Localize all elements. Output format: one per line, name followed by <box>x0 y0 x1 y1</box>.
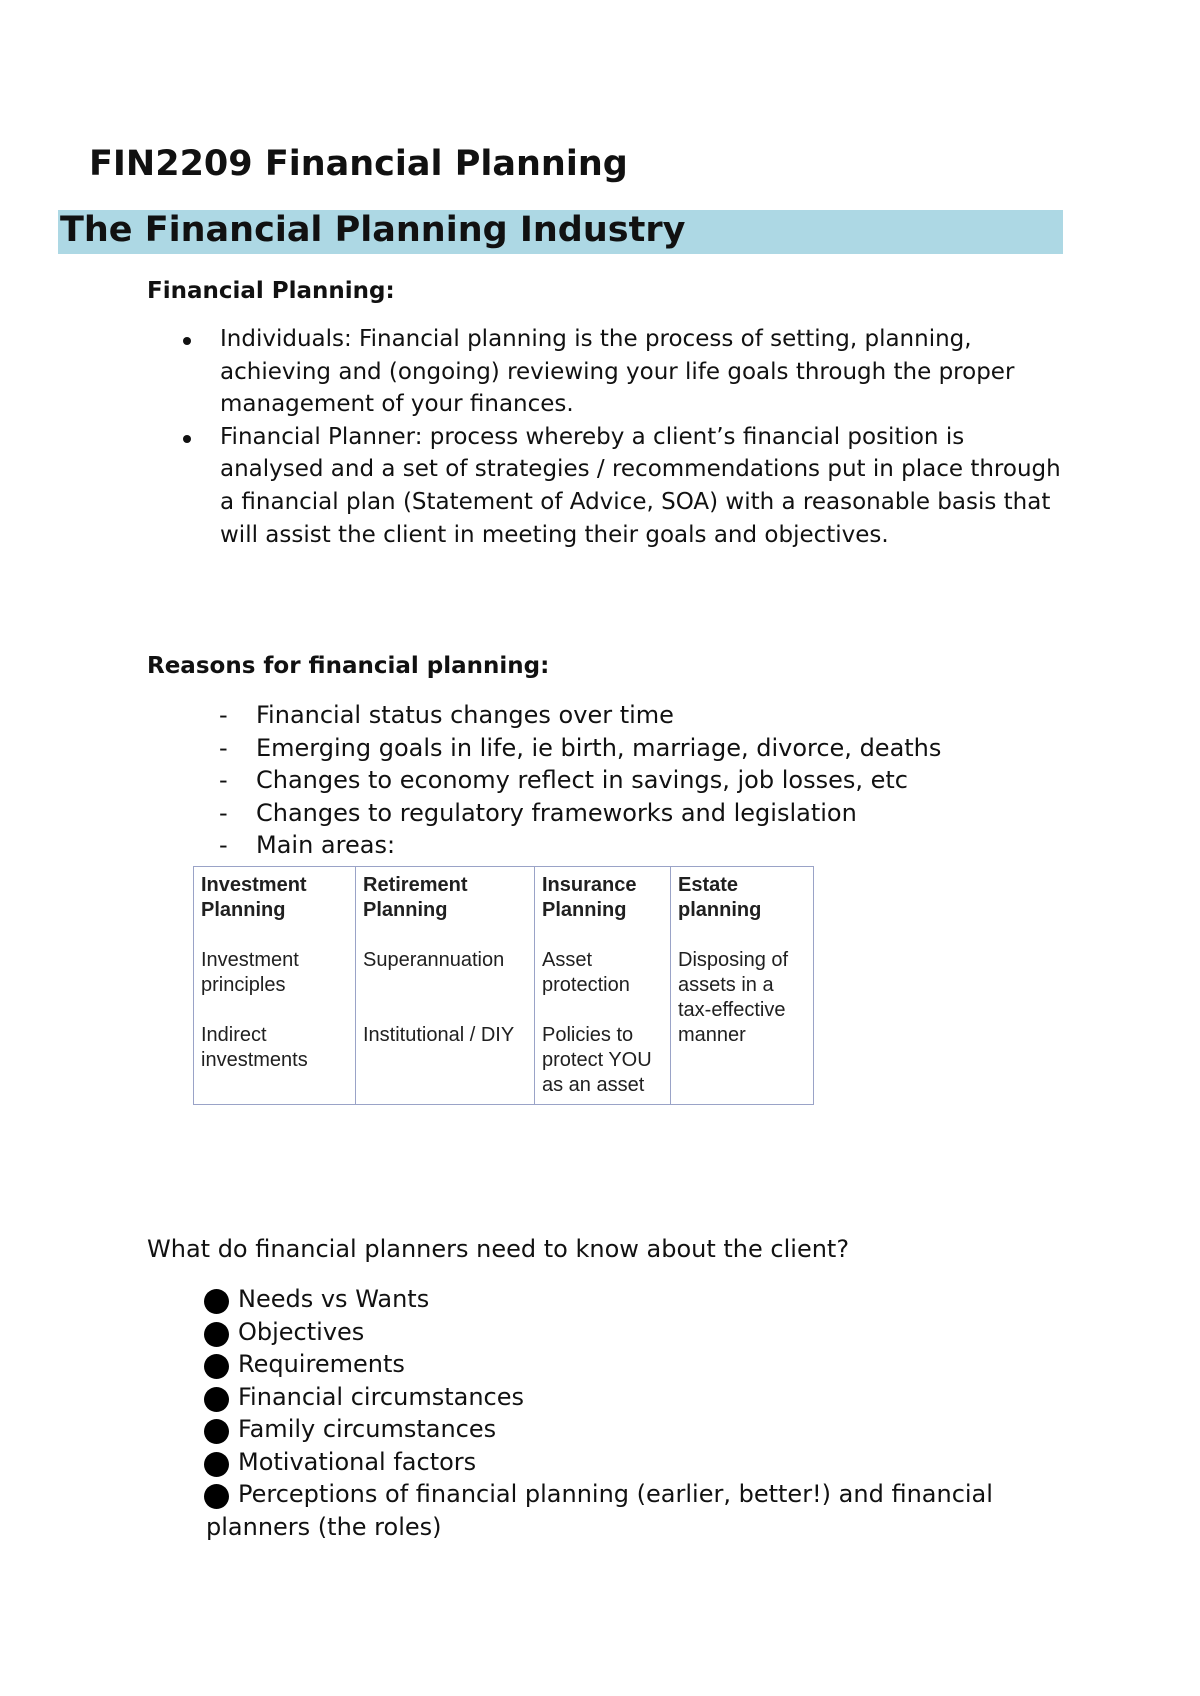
document-title: FIN2209 Financial Planning <box>89 144 628 184</box>
dash-icon: - <box>219 798 228 827</box>
list-item <box>0 1316 1028 1349</box>
list-item-text: Changes to regulatory frameworks and legislation <box>256 798 857 827</box>
cell-text: Institutional / DIY <box>363 1024 515 1046</box>
list-item-text: Requirements <box>238 1350 405 1378</box>
bullet-icon <box>183 435 191 443</box>
dash-icon: - <box>219 831 228 859</box>
table-cell-insurance <box>535 867 671 1105</box>
reasons-heading: Reasons for financial planning: <box>147 653 550 679</box>
bullet-icon <box>183 337 191 345</box>
financial-planning-list <box>0 323 1070 551</box>
table-cell-estate <box>671 867 814 1105</box>
list-item <box>0 1348 1028 1381</box>
list-item <box>0 699 941 732</box>
main-areas-table <box>193 866 814 1105</box>
list-item-text: Emerging goals in life, ie birth, marriage, divorce, deaths <box>256 733 942 762</box>
list-item-text: Perceptions of financial planning (earlier, better!) and financial planners (the roles) <box>206 1480 993 1541</box>
list-item <box>0 421 1070 551</box>
list-item <box>0 764 941 797</box>
list-item <box>0 1446 1028 1479</box>
table-cell-investment <box>194 867 356 1105</box>
list-item <box>0 797 941 830</box>
list-item-text: Financial Planner: process whereby a client’s financial position is analysed and a set of strategies / recommendations put in place through a financial plan (Statement of Advice, SOA) with a reasonable basis that will assist the client in meeting their goals and objectives. <box>220 423 1061 548</box>
list-item <box>0 1478 996 1543</box>
cell-text: Policies to protect YOU as an asset <box>542 1024 652 1096</box>
reasons-list <box>0 699 941 862</box>
dash-icon: - <box>219 701 228 729</box>
client-knowledge-list <box>0 1283 1028 1543</box>
list-item <box>0 1413 1028 1446</box>
list-item-text: Changes to economy reflect in savings, job losses, etc <box>256 766 908 794</box>
bullet-icon <box>204 1289 229 1314</box>
list-item <box>0 829 941 862</box>
bullet-icon <box>204 1419 229 1444</box>
cell-heading: Investment Planning <box>201 874 307 921</box>
bullet-icon <box>204 1354 229 1379</box>
list-item-text: Financial status changes over time <box>256 701 674 729</box>
list-item-text: Objectives <box>238 1317 365 1346</box>
list-item <box>0 323 1070 421</box>
cell-text: Disposing of assets in a tax-effective manner <box>678 949 789 1046</box>
section-heading: The Financial Planning Industry <box>60 210 686 250</box>
cell-heading: Retirement Planning <box>363 874 468 921</box>
list-item-text: Motivational factors <box>238 1447 477 1476</box>
list-item-text: Family circumstances <box>238 1415 497 1443</box>
list-item <box>0 732 941 765</box>
dash-icon: - <box>219 766 228 794</box>
cell-text: Superannuation <box>363 949 505 971</box>
list-item <box>0 1381 1028 1414</box>
cell-heading: Insurance Planning <box>542 874 637 921</box>
table-row <box>194 867 814 1105</box>
bullet-icon <box>204 1452 229 1477</box>
table-cell-retirement <box>356 867 535 1105</box>
cell-text: Indirect investments <box>201 1024 308 1071</box>
bullet-icon <box>204 1387 229 1412</box>
client-question: What do financial planners need to know about the client? <box>147 1235 850 1263</box>
dash-icon: - <box>219 733 228 762</box>
list-item <box>0 1283 1028 1316</box>
bullet-icon <box>204 1322 229 1347</box>
bullet-icon <box>204 1484 229 1509</box>
list-item-text: Financial circumstances <box>238 1382 525 1411</box>
list-item-text: Main areas: <box>256 831 396 859</box>
list-item-text: Needs vs Wants <box>238 1285 430 1313</box>
cell-text: Asset protection <box>542 949 630 996</box>
cell-heading: Estate planning <box>678 874 762 921</box>
cell-text: Investment principles <box>201 949 299 996</box>
list-item-text: Individuals: Financial planning is the process of setting, planning, achieving and (ongoing) reviewing your life goals through the proper management of your finances. <box>220 326 1015 418</box>
financial-planning-heading: Financial Planning: <box>147 278 395 304</box>
